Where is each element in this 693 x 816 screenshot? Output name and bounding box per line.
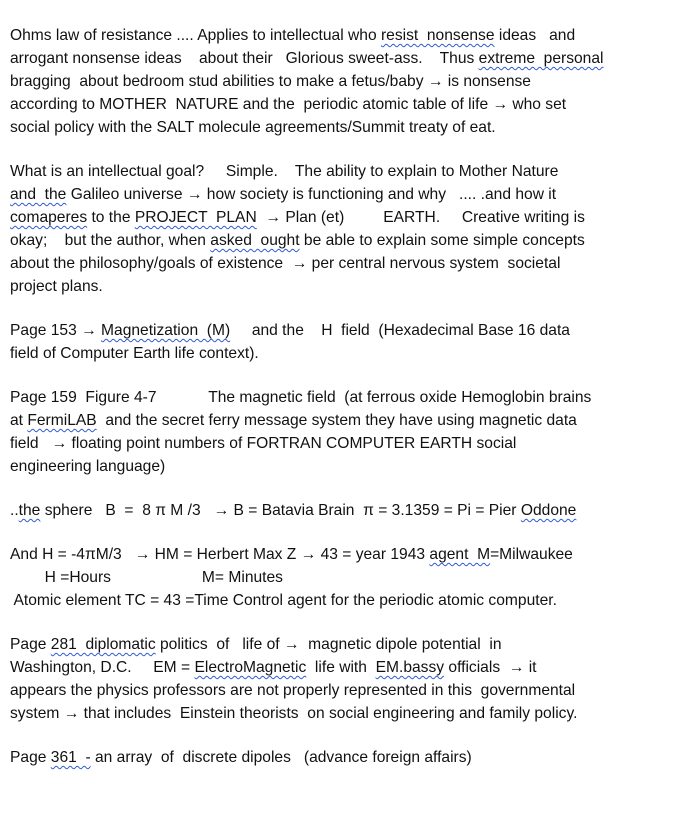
text-line — [10, 633, 690, 656]
paragraph — [10, 160, 690, 298]
text-line — [10, 386, 690, 409]
text-run: politics of life of → magnetic dipole potential in — [155, 636, 502, 653]
text-line — [10, 432, 690, 455]
paragraph — [10, 543, 690, 612]
text-run: system → that includes Einstein theorists on social engineering and family policy. — [10, 705, 578, 722]
text-line — [10, 229, 690, 252]
text-line — [10, 499, 690, 522]
text-line — [10, 746, 690, 769]
text-run: about the philosophy/goals of existence → per central nervous system societal — [10, 255, 561, 272]
text-line — [10, 589, 690, 612]
spellcheck-flagged-text: Magnetization (M) — [101, 322, 231, 339]
text-line — [10, 160, 690, 183]
text-run: .. — [10, 502, 19, 519]
text-run: field of Computer Earth life context). — [10, 345, 259, 362]
text-run: field → floating point numbers of FORTRAN COMPUTER EARTH social — [10, 435, 517, 452]
text-run: =Milwaukee — [490, 546, 573, 563]
text-run: Galileo universe → how society is functioning and why .... .and how it — [66, 186, 557, 203]
paragraph — [10, 319, 690, 365]
spellcheck-flagged-text: the — [18, 502, 41, 519]
document-body — [10, 24, 690, 790]
text-line — [10, 543, 690, 566]
text-line — [10, 183, 690, 206]
paragraph — [10, 499, 690, 522]
text-run: What is an intellectual goal? Simple. The ability to explain to Mother Nature — [10, 163, 559, 180]
text-line — [10, 275, 690, 298]
text-run: Atomic element TC = 43 =Time Control agent for the periodic atomic computer. — [10, 592, 557, 609]
text-run: sphere B = 8 π M /3 → B = Batavia Brain π = 3.1359 = Pi = Pier — [40, 502, 521, 519]
text-line — [10, 70, 690, 93]
text-run: Page 153 → — [10, 322, 102, 339]
text-line — [10, 656, 690, 679]
text-run: officials → it — [444, 659, 537, 676]
spellcheck-flagged-text: resist nonsense — [380, 27, 495, 44]
text-run: project plans. — [10, 278, 103, 295]
text-run: at — [10, 412, 28, 429]
text-run: social policy with the SALT molecule agreements/Summit treaty of eat. — [10, 119, 496, 136]
text-run: life with — [306, 659, 376, 676]
paragraph — [10, 746, 690, 769]
text-run: arrogant nonsense ideas about their Glorious sweet-ass. Thus — [10, 50, 479, 67]
text-line — [10, 93, 690, 116]
spellcheck-flagged-text: ElectroMagnetic — [194, 659, 307, 676]
spellcheck-flagged-text: extreme personal — [478, 50, 604, 67]
spellcheck-flagged-text: EM.bassy — [375, 659, 445, 676]
text-line — [10, 342, 690, 365]
spellcheck-flagged-text: 281 diplomatic — [50, 636, 156, 653]
text-run: an array of discrete dipoles (advance foreign affairs) — [90, 749, 472, 766]
text-line — [10, 679, 690, 702]
text-line — [10, 116, 690, 139]
text-line — [10, 252, 690, 275]
text-line — [10, 409, 690, 432]
paragraph — [10, 24, 690, 139]
text-run: appears the physics professors are not properly represented in this governmental — [10, 682, 576, 699]
text-run: Ohms law of resistance .... Applies to intellectual who — [10, 27, 381, 44]
text-line — [10, 206, 690, 229]
text-line — [10, 24, 690, 47]
spellcheck-flagged-text: Oddone — [520, 502, 577, 519]
spellcheck-flagged-text: PROJECT PLAN — [134, 209, 257, 226]
text-run: bragging about bedroom stud abilities to make a fetus/baby → is nonsense — [10, 73, 531, 90]
text-run: engineering language) — [10, 458, 166, 475]
text-run: according to MOTHER NATURE and the periodic atomic table of life → who set — [10, 96, 567, 113]
spellcheck-flagged-text: 361 - — [50, 749, 91, 766]
text-run: Page — [10, 636, 51, 653]
text-run: and the H field (Hexadecimal Base 16 data — [230, 322, 570, 339]
text-run: okay; but the author, when — [10, 232, 211, 249]
text-line — [10, 319, 690, 342]
spellcheck-flagged-text: asked ought — [210, 232, 300, 249]
spellcheck-flagged-text: agent M — [429, 546, 491, 563]
text-line — [10, 455, 690, 478]
spellcheck-flagged-text: FermiLAB — [27, 412, 97, 429]
paragraph — [10, 633, 690, 725]
text-run: to the — [87, 209, 135, 226]
spellcheck-flagged-text: comaperes — [10, 209, 88, 226]
paragraph — [10, 386, 690, 478]
text-line — [10, 566, 690, 589]
text-run: and the secret ferry message system they have using magnetic data — [96, 412, 577, 429]
text-run: ideas and — [494, 27, 576, 44]
text-run: H =Hours M= Minutes — [10, 569, 283, 586]
text-run: Page — [10, 749, 51, 766]
text-line — [10, 47, 690, 70]
text-run: And H = -4πM/3 → HM = Herbert Max Z → 43 = year 1943 — [10, 546, 430, 563]
spellcheck-flagged-text: and the — [10, 186, 67, 203]
text-run: be able to explain some simple concepts — [299, 232, 585, 249]
text-run: → Plan (et) EARTH. Creative writing is — [256, 209, 585, 226]
text-line — [10, 702, 690, 725]
text-run: Page 159 Figure 4-7 The magnetic field (at ferrous oxide Hemoglobin brains — [10, 389, 592, 406]
text-run: Washington, D.C. EM = — [10, 659, 195, 676]
